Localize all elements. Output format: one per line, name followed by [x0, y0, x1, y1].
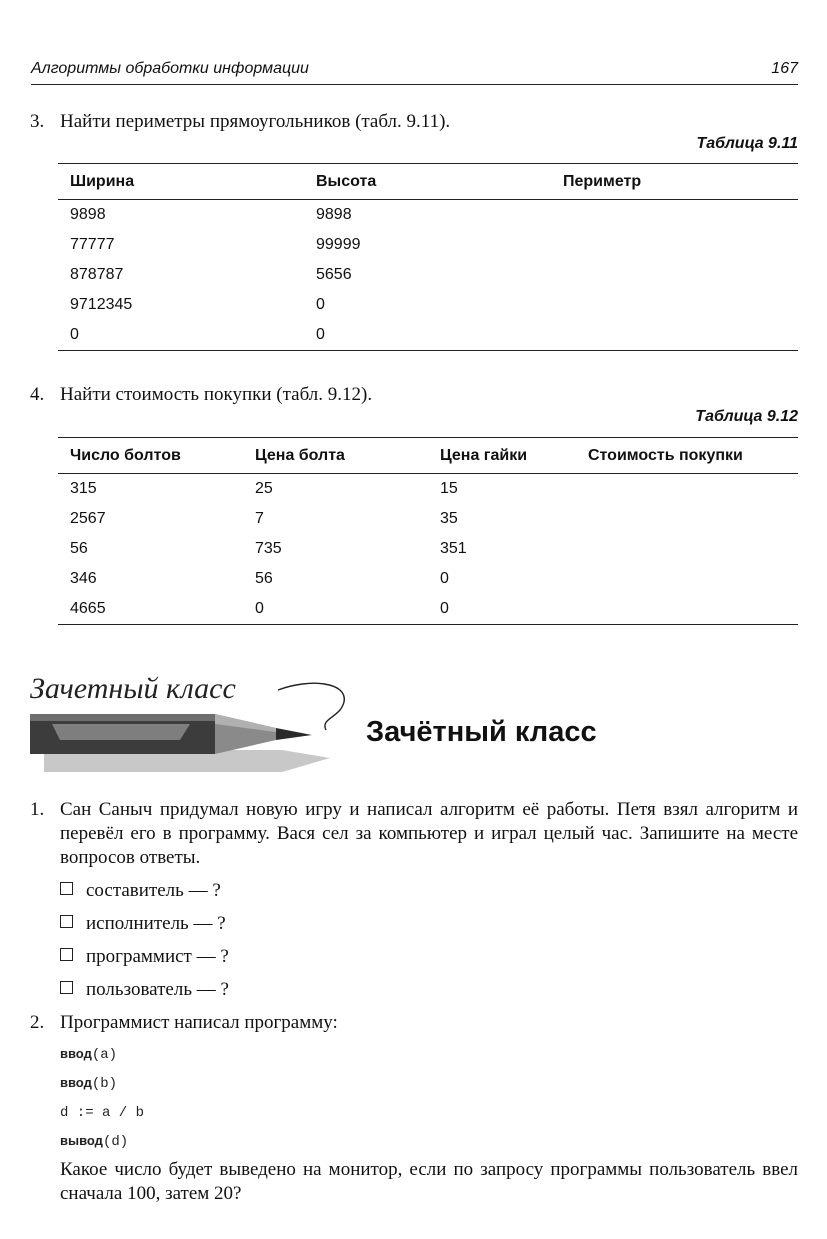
table-cell: [576, 594, 798, 625]
table-row: [58, 230, 798, 260]
bullet-item: программист — ?: [60, 945, 229, 969]
table-row: [58, 200, 798, 231]
checkbox-icon: [60, 915, 73, 928]
checkbox-icon: [60, 948, 73, 961]
section-banner: [30, 668, 650, 780]
running-header: [31, 58, 798, 85]
table-row: [58, 594, 798, 625]
table-cell: 56: [255, 570, 273, 587]
task-3-text: Найти периметры прямоугольников (табл. 9.11).: [60, 111, 451, 132]
table-cell: 0: [243, 594, 428, 625]
column-header: Стоимость покупки: [576, 438, 798, 474]
checkbox-icon: [60, 981, 73, 994]
question-2-number: 2.: [30, 1012, 45, 1033]
table-header-row: [58, 438, 798, 474]
table-9-11: [58, 163, 798, 351]
code-line: d := a / b: [60, 1105, 145, 1121]
bullet-item: пользователь — ?: [60, 978, 229, 1002]
table-cell: [576, 504, 798, 534]
running-header-title: Алгоритмы обработки информации: [31, 60, 309, 77]
table-row: [58, 260, 798, 290]
column-header: Цена болта: [243, 438, 428, 474]
column-header: Периметр: [551, 164, 798, 200]
table-cell: 5656: [316, 266, 352, 283]
question-2: [30, 1011, 338, 1035]
question-2-question: Какое число будет выведено на монитор, если по запросу программы пользователь ввел сначала 100, затем 20?: [60, 1159, 798, 1204]
table-header-row: [58, 164, 798, 200]
code-line: ввод(a): [60, 1046, 118, 1063]
table-row: [58, 320, 798, 351]
table-cell: 0: [304, 320, 551, 351]
table-cell: 351: [440, 540, 467, 557]
table-cell: 77777: [70, 236, 115, 253]
table-9-11-caption: Таблица 9.11: [696, 135, 798, 152]
table-cell: [551, 260, 798, 290]
column-header: Высота: [304, 164, 551, 200]
table-row: [58, 504, 798, 534]
table-cell: 0: [58, 320, 304, 351]
task-3: [30, 110, 450, 134]
table-cell: 56: [70, 540, 88, 557]
table-row: [58, 474, 798, 505]
table-cell: 9898: [316, 206, 352, 223]
task-4: [30, 383, 372, 407]
task-4-text: Найти стоимость покупки (табл. 9.12).: [60, 384, 373, 405]
table-cell: 35: [440, 510, 458, 527]
question-1-text: Сан Саныч придумал новую игру и написал алгоритм её работы. Петя взял алгоритм и перевёл его в программу. Вася сел за компьютер и играл целый час. Запишите на месте вопросов ответы.: [60, 799, 798, 868]
question-2-text: Программист написал программу:: [60, 1012, 338, 1033]
question-1-number: 1.: [30, 799, 45, 820]
table-cell: 735: [255, 540, 282, 557]
bullet-item: исполнитель — ?: [60, 912, 226, 936]
pencil-icon: [30, 668, 360, 780]
table-cell: [551, 320, 798, 351]
table-cell: 15: [440, 480, 458, 497]
table-cell: [576, 474, 798, 505]
table-row: [58, 564, 798, 594]
table-cell: 7: [255, 510, 264, 527]
table-cell: 315: [70, 480, 97, 497]
table-9-12-caption: Таблица 9.12: [695, 408, 798, 425]
code-line: вывод(d): [60, 1133, 129, 1150]
table-cell: [576, 564, 798, 594]
section-heading: Зачётный класс: [366, 716, 597, 748]
table-cell: [576, 534, 798, 564]
table-cell: 0: [316, 296, 325, 313]
table-9-12: [58, 437, 798, 625]
code-line: ввод(b): [60, 1075, 118, 1092]
table-cell: 346: [70, 570, 97, 587]
table-cell: 9898: [70, 206, 106, 223]
table-cell: 4665: [58, 594, 243, 625]
table-cell: [551, 200, 798, 231]
checkbox-icon: [60, 882, 73, 895]
table-cell: 0: [428, 594, 576, 625]
table-row: [58, 290, 798, 320]
table-cell: 99999: [316, 236, 361, 253]
section-script-title: Зачетный класс: [30, 672, 236, 705]
table-cell: 2567: [70, 510, 106, 527]
table-cell: [551, 230, 798, 260]
task-3-number: 3.: [30, 111, 45, 132]
table-cell: 0: [440, 570, 449, 587]
column-header: Ширина: [58, 164, 304, 200]
table-cell: 878787: [70, 266, 124, 283]
table-row: [58, 534, 798, 564]
table-cell: 9712345: [70, 296, 133, 313]
table-cell: 25: [255, 480, 273, 497]
bullet-item: составитель — ?: [60, 879, 221, 903]
task-4-number: 4.: [30, 384, 45, 405]
column-header: Число болтов: [58, 438, 243, 474]
table-cell: [551, 290, 798, 320]
column-header: Цена гайки: [428, 438, 576, 474]
page-number: 167: [771, 60, 798, 77]
